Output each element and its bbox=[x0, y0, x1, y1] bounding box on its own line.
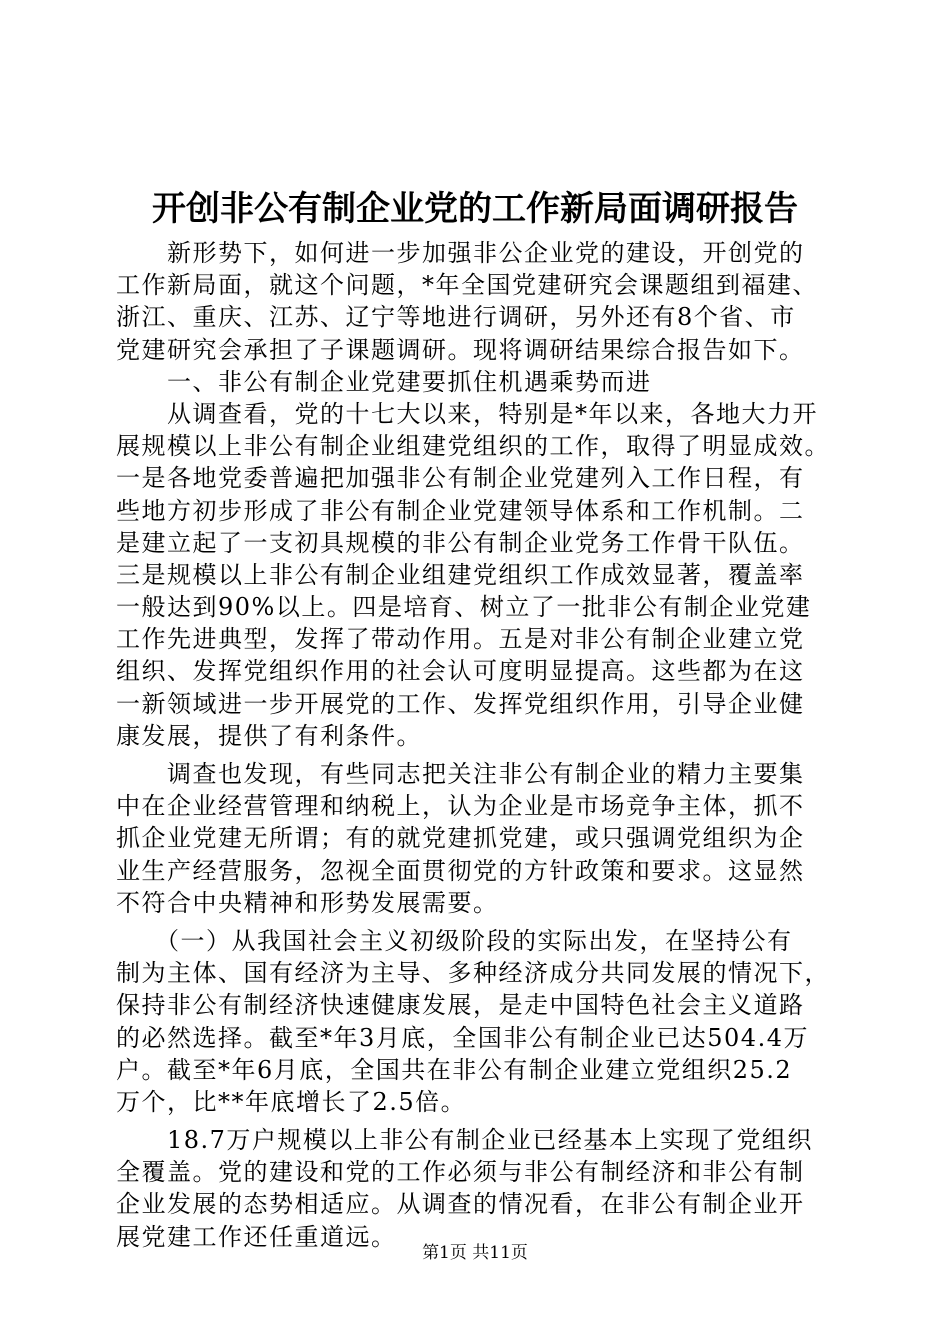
paragraph-line: 不符合中央精神和形势发展需要。 bbox=[116, 888, 499, 917]
paragraph-line: 三是规模以上非公有制企业组建党组织工作成效显著，覆盖率 bbox=[116, 560, 805, 589]
section-heading: 一、非公有制企业党建要抓住机遇乘势而进 bbox=[116, 367, 652, 396]
paragraph-line: 新形势下，如何进一步加强非公企业党的建设，开创党的 bbox=[116, 239, 805, 267]
paragraph-line: 康发展，提供了有利条件。 bbox=[116, 721, 422, 750]
paragraph-line: 工作先进典型，发挥了带动作用。五是对非公有制企业建立党 bbox=[116, 625, 805, 654]
paragraph-line: 展规模以上非公有制企业组建党组织的工作，取得了明显成效。 bbox=[116, 432, 830, 461]
paragraph-line: 是建立起了一支初具规模的非公有制企业党务工作骨干队伍。 bbox=[116, 528, 805, 557]
paragraph-line: 一是各地党委普遍把加强非公有制企业党建列入工作日程，有 bbox=[116, 464, 805, 493]
paragraph-line: 工作新局面，就这个问题，*年全国党建研究会课题组到福建、 bbox=[116, 271, 818, 300]
paragraph-line: 全覆盖。党的建设和党的工作必须与非公有制经济和非公有制 bbox=[116, 1158, 805, 1187]
paragraph-line: 一般达到90%以上。四是培育、树立了一批非公有制企业党建 bbox=[116, 593, 812, 622]
paragraph-line: 18.7万户规模以上非公有制企业已经基本上实现了党组织 bbox=[116, 1126, 813, 1155]
paragraph-line: 一新领域进一步开展党的工作、发挥党组织作用，引导企业健 bbox=[116, 689, 805, 718]
document-title: 开创非公有制企业党的工作新局面调研报告 bbox=[152, 189, 798, 229]
paragraph-line: 万个，比**年底增长了2.5倍。 bbox=[116, 1087, 467, 1116]
paragraph-line: 制为主体、国有经济为主导、多种经济成分共同发展的情况下， bbox=[116, 959, 830, 988]
paragraph-line: 些地方初步形成了非公有制企业党建领导体系和工作机制。二 bbox=[116, 496, 805, 525]
page-footer: 第1页 共11页 bbox=[422, 1243, 528, 1263]
paragraph-line: 调查也发现，有些同志把关注非公有制企业的精力主要集 bbox=[116, 760, 805, 788]
document-body bbox=[116, 237, 836, 1253]
paragraph-line: 企业发展的态势相适应。从调查的情况看，在非公有制企业开 bbox=[116, 1190, 805, 1219]
paragraph-line: 党建研究会承担了子课题调研。现将调研结果综合报告如下。 bbox=[116, 335, 805, 364]
paragraph-line: 展党建工作还任重道远。 bbox=[116, 1222, 397, 1251]
paragraph-line: 的必然选择。截至*年3月底，全国非公有制企业已达504.4万 bbox=[116, 1023, 809, 1052]
paragraph-line: （一）从我国社会主义初级阶段的实际出发，在坚持公有 bbox=[116, 926, 793, 955]
paragraph-line: 抓企业党建无所谓；有的就党建抓党建，或只强调党组织为企 bbox=[116, 824, 805, 853]
paragraph-line: 户。截至*年6月底，全国共在非公有制企业建立党组织25.2 bbox=[116, 1055, 793, 1084]
paragraph-line: 从调查看，党的十七大以来，特别是*年以来，各地大力开 bbox=[116, 399, 818, 428]
paragraph-line: 组织、发挥党组织作用的社会认可度明显提高。这些都为在这 bbox=[116, 657, 805, 686]
paragraph-line: 保持非公有制经济快速健康发展，是走中国特色社会主义道路 bbox=[116, 991, 805, 1020]
paragraph-line: 浙江、重庆、江苏、辽宁等地进行调研，另外还有8个省、市 bbox=[116, 303, 796, 332]
paragraph-line: 中在企业经营管理和纳税上，认为企业是市场竞争主体，抓不 bbox=[116, 792, 805, 821]
paragraph-line: 业生产经营服务，忽视全面贯彻党的方针政策和要求。这显然 bbox=[116, 856, 805, 885]
